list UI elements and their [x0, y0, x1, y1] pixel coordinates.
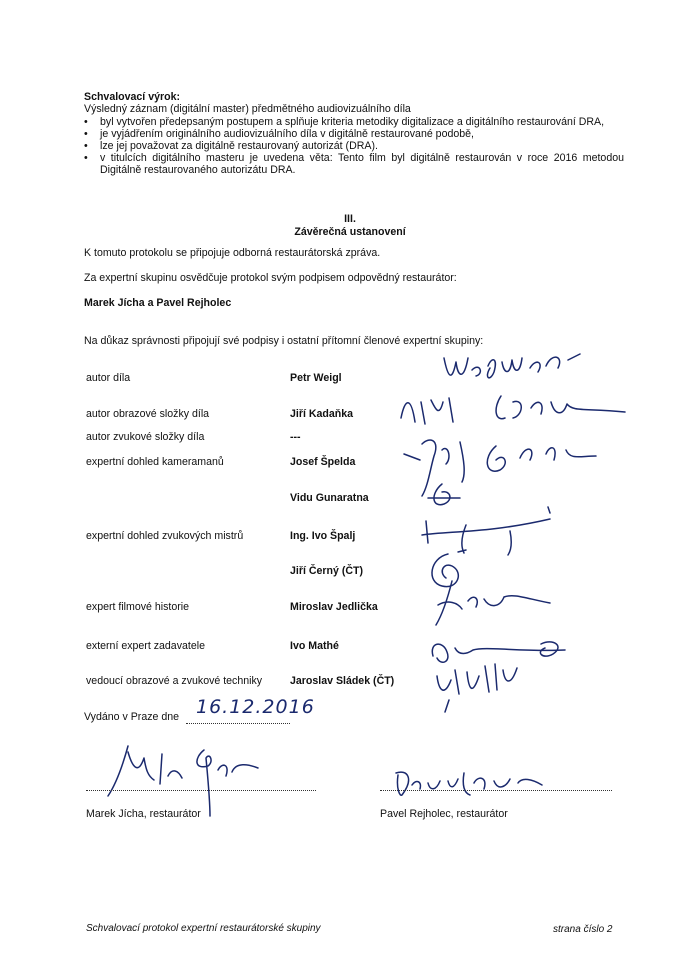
section-title: Závěrečná ustanovení	[294, 226, 406, 238]
signature-rejholec	[392, 765, 552, 800]
member-role: expert filmové historie	[86, 601, 190, 613]
issued-date-handwritten: 16.12.2016	[196, 696, 315, 718]
signatory-right: Pavel Rejholec, restaurátor	[380, 808, 508, 820]
verdict-bullet: • lze jej považovat za digitálně restaurovaný autorizát (DRA).	[84, 140, 624, 152]
verdict-bullet-list	[84, 116, 624, 176]
restorers-names: Marek Jícha a Pavel Rejholec	[84, 297, 232, 309]
verdict-bullet: • v titulcích digitálního masteru je uvedena věta: Tento film byl digitálně restaurován v roce 2016 metodou Digitálně restaurovaného autorizátu DRA.	[84, 152, 624, 176]
signature-jedlicka	[418, 575, 558, 630]
verdict-bullet: • byl vytvořen předepsaným postupem a splňuje kriteria metodiky digitalizace a digitálního restaurování DRA,	[84, 116, 624, 128]
date-dotted-line	[186, 723, 290, 724]
signature-line-left	[86, 790, 316, 791]
proof-paragraph: Na důkaz správnosti připojují své podpisy i ostatní přítomní členové expertní skupiny:	[84, 335, 484, 347]
signature-line-right	[380, 790, 612, 791]
member-role: vedoucí obrazové a zvukové techniky	[86, 675, 263, 687]
member-role: expertní dohled kameramanů	[86, 456, 224, 468]
member-name: Jiří Kadaňka	[290, 408, 354, 420]
verdict-bullet: • je vyjádřením originálního audiovizuálního díla v digitálně restaurované podobě,	[84, 128, 624, 140]
member-role: autor díla	[86, 372, 131, 384]
report-paragraph: K tomuto protokolu se připojuje odborná restaurátorská zpráva.	[84, 247, 381, 259]
member-role: autor zvukové složky díla	[86, 431, 205, 443]
member-name: Jiří Černý (ČT)	[290, 565, 363, 577]
section-number: III.	[344, 213, 356, 225]
issued-label: Vydáno v Praze dne	[84, 711, 180, 723]
member-name: Josef Špelda	[290, 456, 356, 468]
signature-mathe-sladek	[425, 636, 590, 716]
attest-paragraph: Za expertní skupinu osvědčuje protokol svým podpisem odpovědný restaurátor:	[84, 272, 457, 284]
member-name: Jaroslav Sládek (ČT)	[290, 675, 395, 687]
member-role: expertní dohled zvukových mistrů	[86, 530, 244, 542]
verdict-heading: Schvalovací výrok:	[84, 91, 180, 103]
footer-title: Schvalovací protokol expertní restaurátorské skupiny	[86, 923, 321, 934]
member-name: Ing. Ivo Špalj	[290, 530, 356, 542]
member-role: autor obrazové složky díla	[86, 408, 210, 420]
member-name: Miroslav Jedlička	[290, 601, 378, 613]
signatory-left: Marek Jícha, restaurátor	[86, 808, 201, 820]
member-role: externí expert zadavatele	[86, 640, 205, 652]
member-name: ---	[290, 431, 301, 443]
member-name: Vidu Gunaratna	[290, 492, 369, 504]
member-name: Petr Weigl	[290, 372, 342, 384]
member-name: Ivo Mathé	[290, 640, 339, 652]
page-number: strana číslo 2	[553, 924, 613, 935]
verdict-intro: Výsledný záznam (digitální master) předmětného audiovizuálního díla	[84, 103, 411, 115]
